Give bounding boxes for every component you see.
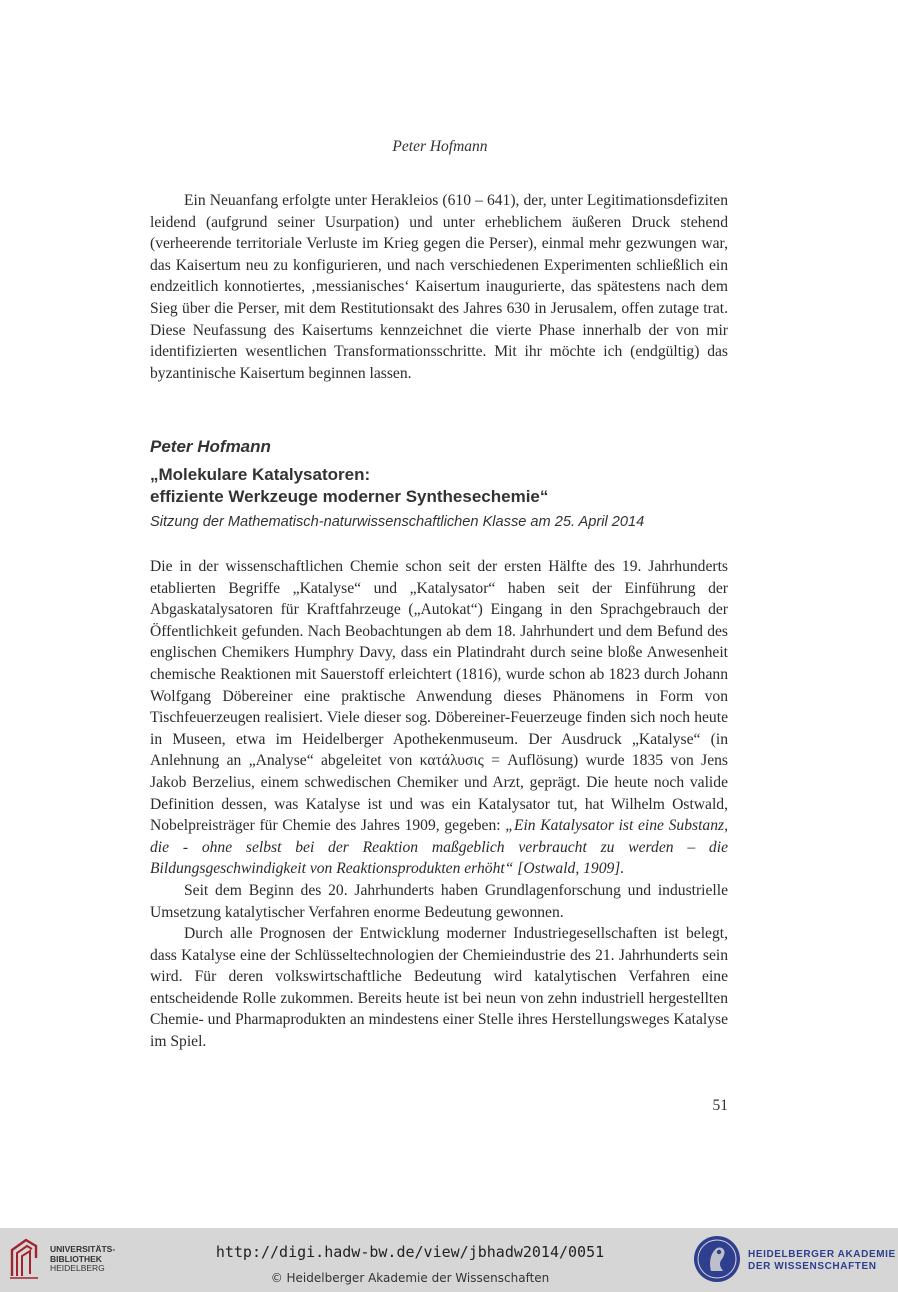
ub-label-line-3: HEIDELBERG [50, 1263, 105, 1273]
article-body [150, 556, 728, 1053]
ub-label-line-2: BIBLIOTHEK [50, 1253, 102, 1264]
copyright-notice: © Heidelberger Akademie der Wissenschaften [270, 1271, 550, 1285]
page-number: 51 [712, 1097, 728, 1114]
session-info: Sitzung der Mathematisch-naturwissenschaftlichen Klasse am 25. April 2014 [150, 514, 645, 530]
ostwald-quote: „Ein Katalysator ist eine Substanz, die - ohne selbst bei der Reaktion maßgeblich verbraucht zu werden – die Bildungsgeschwindigkeit von Reaktionsprodukten erhöht“ [Ostwald, 1909]. [150, 817, 728, 878]
body-paragraph-1-text: Die in der wissenschaftlichen Chemie schon seit der ersten Hälfte des 19. Jahrhunderts etablierten Begriffe „Katalyse“ und „Katalysator“ haben seit der Einführung der Abgaskatalysatoren für Kraftfahrzeuge („Autokat“) Eingang in den Sprachgebrauch der Öffentlichkeit gefunden. Nach Beobachtungen ab dem 18. Jahrhundert und dem Befund des englischen Chemikers Humphry Davy, dass ein Platindraht durch seine bloße Anwesenheit chemische Reaktionen mit Sauerstoff erleichtert (1816), wurde schon ab 1823 durch Johann Wolfgang Döbereiner eine praktische Anwendung dieses Phänomens in Form von Tischfeuerzeugen realisiert. Viele dieser sog. Döbereiner-Feuerzeuge finden sich noch heute in Museen, etwa im Heidelberger Apothekenmuseum. Der Ausdruck „Katalyse“ (in Anlehnung an „Analyse“ abgeleitet von κατάλυσις = Auflösung) wurde 1835 von Jens Jakob Berzelius, einem schwedischen Chemiker und Arzt, geprägt. Die heute noch valide Definition dessen, was Katalyse ist und was ein Katalysator tut, hat Wilhelm Ostwald, Nobelpreisträger für Chemie des Jahres 1909, gegeben: [150, 558, 728, 835]
body-paragraph-2: Seit dem Beginn des 20. Jahrhunderts haben Grundlagenforschung und industrielle Umsetzung katalytischer Verfahren enorme Bedeutung gewonnen. [150, 881, 728, 921]
document-url-link[interactable]: http://digi.hadw-bw.de/view/jbhadw2014/0051 [215, 1243, 605, 1261]
article-title-line-2: effiziente Werkzeuge moderner Synthesechemie“ [150, 487, 549, 506]
hadw-seal-icon[interactable] [693, 1235, 741, 1283]
article-title-line-1: „Molekulare Katalysatoren: [150, 465, 371, 484]
ub-heidelberg-logo-icon[interactable] [8, 1236, 40, 1280]
hadw-label [748, 1249, 896, 1273]
running-head: Peter Hofmann [392, 138, 488, 155]
footer-bar [0, 1228, 898, 1292]
intro-block [150, 190, 728, 384]
article-author: Peter Hofmann [150, 437, 271, 456]
hadw-label-line-2: DER WISSENSCHAFTEN [748, 1261, 877, 1272]
body-paragraph-1 [150, 556, 728, 880]
intro-paragraph: Ein Neuanfang erfolgte unter Herakleios (610 – 641), der, unter Legitimationsdefiziten leidend (aufgrund seiner Usurpation) und unter erheblichem äußeren Druck stehend (verheerende territoriale Verluste im Krieg gegen die Perser), einmal mehr gezwungen war, das Kaisertum neu zu konfigurieren, und nach verschiedenen Experimenten schließlich ein endzeitlich konnotiertes, ‚messianisches‘ Kaisertum inaugurierte, das spätestens nach dem Sieg über die Perser, mit dem Restitutionsakt des Jahres 630 in Jerusalem, offen zutage trat. Diese Neufassung des Kaisertums kennzeichnet die vierte Phase innerhalb der von mir identifizierten wesentlichen Transformationsschritte. Mit ihr möchte ich (endgültig) das byzantinische Kaisertum beginnen lassen. [150, 192, 728, 382]
ub-heidelberg-label [50, 1245, 115, 1274]
ub-label-line-1: UNIVERSITÄTS- [50, 1244, 116, 1254]
hadw-label-line-1: HEIDELBERGER AKADEMIE [748, 1249, 896, 1260]
body-paragraph-3: Durch alle Prognosen der Entwicklung moderner Industriegesellschaften ist belegt, dass Katalyse eine der Schlüsseltechnologien der Chemieindustrie des 21. Jahrhunderts sein wird. Für deren volkswirtschaftliche Bedeutung wird katalytischen Verfahren eine entscheidende Rolle zukommen. Bereits heute ist bei neun von zehn industriell hergestellten Chemie- und Pharmaprodukten an mindestens einer Stelle ihres Herstellungsweges Katalyse im Spiel. [150, 925, 728, 1051]
article-title [150, 464, 750, 508]
